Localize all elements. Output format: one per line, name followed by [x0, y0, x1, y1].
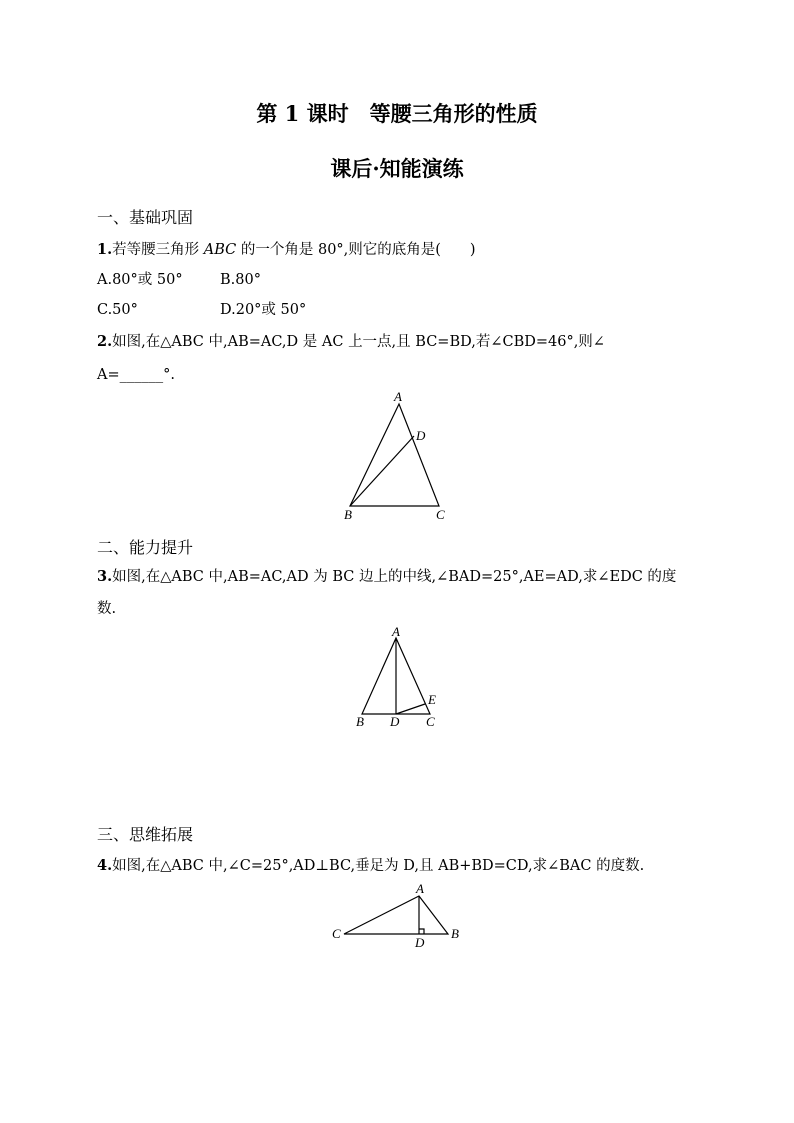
- question-number: 4.: [97, 857, 113, 874]
- question-1-option-d: D.20°或 50°: [220, 302, 307, 318]
- question-2-stem: 2.如图,在△ABC 中,AB=AC,D 是 AC 上一点,且 BC=BD,若∠CBD=46°,则∠: [97, 333, 605, 350]
- section-heading-advance: 二、能力提升: [97, 538, 194, 557]
- label-c: C: [426, 714, 435, 729]
- section-heading-basic: 一、基础巩固: [97, 208, 194, 227]
- triangle-abc: [344, 896, 448, 934]
- segment-bd: [350, 436, 414, 506]
- label-a: A: [392, 624, 400, 639]
- question-3-stem: 3.如图,在△ABC 中,AB=AC,AD 为 BC 边上的中线,∠BAD=25°,AE=AD,求∠EDC 的度: [97, 568, 677, 585]
- question-number: 2.: [97, 333, 113, 350]
- label-a: A: [394, 389, 402, 404]
- page-title: 第 1 课时 等腰三角形的性质: [256, 101, 538, 126]
- section-heading-extension: 三、思维拓展: [97, 825, 194, 844]
- question-1-option-c: C.50°: [97, 302, 138, 318]
- label-b: B: [344, 507, 352, 522]
- question-4-stem: 4.如图,在△ABC 中,∠C=25°,AD⊥BC,垂足为 D,且 AB+BD=CD,求∠BAC 的度数.: [97, 857, 645, 874]
- label-e: E: [428, 692, 436, 707]
- label-b: B: [356, 714, 364, 729]
- label-c: C: [436, 507, 445, 522]
- right-angle-mark: [419, 929, 424, 934]
- label-d: D: [390, 714, 400, 729]
- question-1-stem: 1.若等腰三角形 ABC 的一个角是 80°,则它的底角是( ): [97, 241, 476, 258]
- question-number: 3.: [97, 568, 113, 585]
- question-3-figure: [350, 624, 446, 732]
- question-1-option-b: B.80°: [220, 272, 261, 288]
- question-2-figure: [335, 388, 455, 524]
- label-d: D: [416, 428, 426, 443]
- label-b: B: [451, 926, 459, 941]
- label-a: A: [416, 881, 424, 896]
- question-1-option-a: A.80°或 50°: [97, 272, 183, 288]
- question-number: 1.: [97, 241, 113, 258]
- label-c: C: [332, 926, 341, 941]
- question-4-figure: [328, 880, 468, 952]
- question-3-stem-cont: 数.: [97, 601, 117, 617]
- label-d: D: [415, 935, 425, 950]
- question-2-stem-cont: A=______°.: [97, 367, 175, 383]
- segment-de: [396, 704, 425, 714]
- page-subtitle: 课后·知能演练: [330, 156, 464, 181]
